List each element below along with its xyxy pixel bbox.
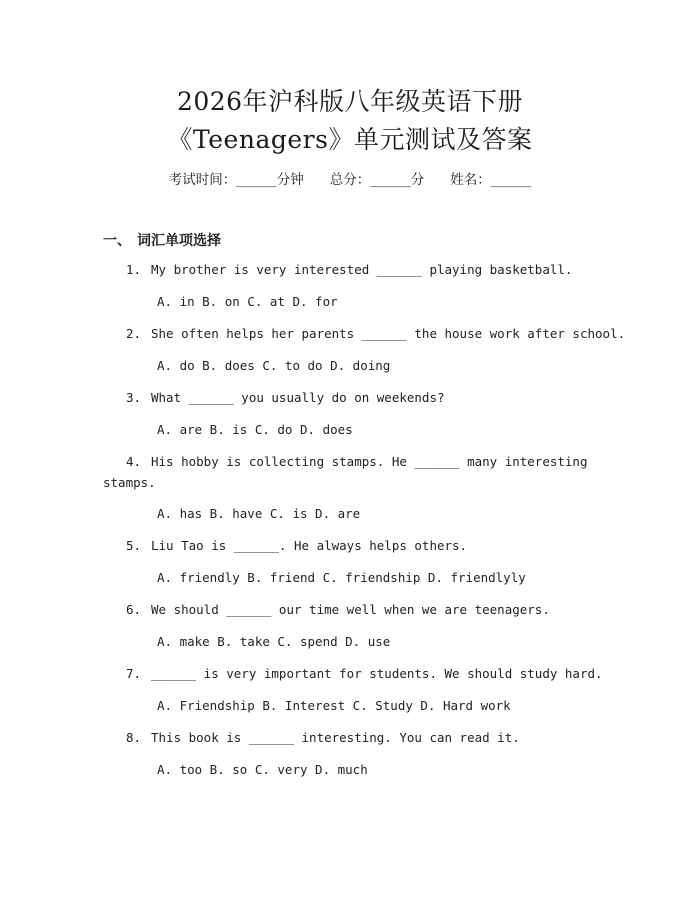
question-number: 1. bbox=[125, 262, 141, 277]
question-item bbox=[117, 666, 677, 684]
section-number: 一、 bbox=[103, 233, 131, 249]
total-score-label: 总分：______分 bbox=[329, 172, 425, 188]
question-number: 4. bbox=[125, 454, 141, 469]
question-number: 5. bbox=[125, 538, 141, 553]
section-title: 词汇单项选择 bbox=[137, 233, 221, 249]
question-options: A. do B. does C. to do D. doing bbox=[157, 358, 391, 373]
question-item bbox=[117, 454, 677, 472]
question-text-continuation: stamps. bbox=[103, 475, 156, 490]
question-options: A. are B. is C. do D. does bbox=[157, 422, 353, 437]
question-text: Liu Tao is ______. He always helps others. bbox=[151, 538, 468, 553]
document-title-line-1: 2026年沪科版八年级英语下册 bbox=[176, 87, 524, 116]
question-options: A. in B. on C. at D. for bbox=[157, 294, 338, 309]
section-heading bbox=[103, 230, 221, 250]
question-text: ______ is very important for students. We should study hard. bbox=[151, 666, 603, 681]
question-item bbox=[117, 326, 677, 344]
question-options: A. Friendship B. Interest C. Study D. Hard work bbox=[157, 698, 511, 713]
question-text: What ______ you usually do on weekends? bbox=[151, 390, 445, 405]
question-text: She often helps her parents ______ the house work after school. bbox=[151, 326, 626, 341]
question-item bbox=[117, 390, 677, 408]
question-item bbox=[117, 602, 677, 620]
exam-info-line bbox=[0, 168, 700, 188]
question-number: 7. bbox=[125, 666, 141, 681]
question-options: A. make B. take C. spend D. use bbox=[157, 634, 391, 649]
question-item bbox=[117, 538, 677, 556]
question-number: 8. bbox=[125, 730, 141, 745]
question-options: A. friendly B. friend C. friendship D. friendlyly bbox=[157, 570, 526, 585]
document-title-line-2: 《Teenagers》单元测试及答案 bbox=[167, 125, 533, 154]
student-name-label: 姓名：______ bbox=[450, 172, 532, 188]
question-text: This book is ______ interesting. You can read it. bbox=[151, 730, 520, 745]
question-number: 3. bbox=[125, 390, 141, 405]
question-text: His hobby is collecting stamps. He ______ many interesting bbox=[151, 454, 588, 469]
question-number: 6. bbox=[125, 602, 141, 617]
question-text: My brother is very interested ______ playing basketball. bbox=[151, 262, 573, 277]
question-options: A. has B. have C. is D. are bbox=[157, 506, 361, 521]
exam-time-label: 考试时间：______分钟 bbox=[168, 172, 304, 188]
question-text: We should ______ our time well when we are teenagers. bbox=[151, 602, 550, 617]
question-item bbox=[117, 262, 677, 280]
question-number: 2. bbox=[125, 326, 141, 341]
question-options: A. too B. so C. very D. much bbox=[157, 762, 368, 777]
question-item bbox=[117, 730, 677, 748]
